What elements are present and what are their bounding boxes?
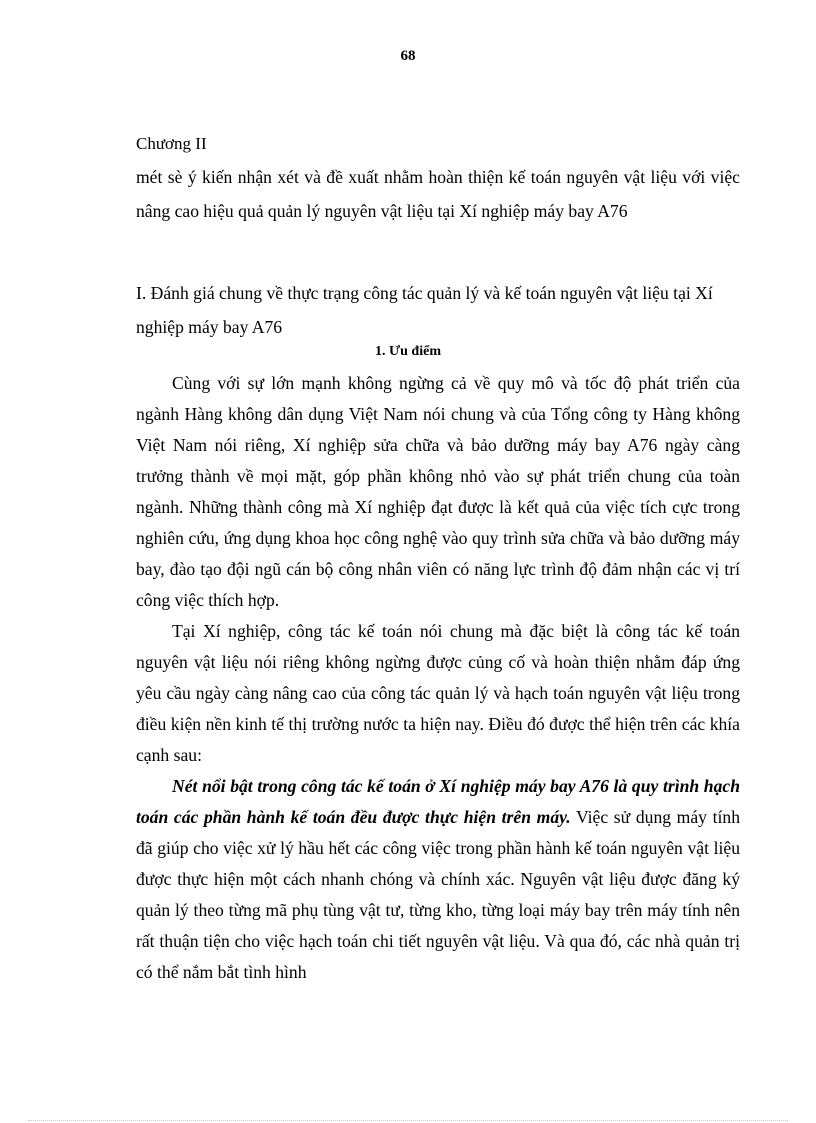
paragraph-3 <box>136 771 740 988</box>
chapter-label: Chương II <box>136 134 207 153</box>
footer-divider <box>28 1120 788 1121</box>
paragraph-1: Cùng với sự lớn mạnh không ngừng cả về quy mô và tốc độ phát triển của ngành Hàng không dân dụng Việt Nam nói chung và của Tổng công ty Hàng không Việt Nam nói riêng, Xí nghiệp sửa chữa và bảo dưỡng máy bay A76 ngày càng trưởng thành về mọi mặt, góp phần không nhỏ vào sự phát triển chung của toàn ngành. Những thành công mà Xí nghiệp đạt được là kết quả của việc tích cực trong nghiên cứu, ứng dụng khoa học công nghệ vào quy trình sửa chữa và bảo dưỡng máy bay, đào tạo đội ngũ cán bộ công nhân viên có năng lực trình độ đảm nhận các vị trí công việc thích hợp. <box>136 373 740 610</box>
subsection-heading: 1. Ưu điểm <box>375 344 441 359</box>
paragraph-2: Tại Xí nghiệp, công tác kế toán nói chung mà đặc biệt là công tác kế toán nguyên vật liệu nói riêng không ngừng được củng cố và hoàn thiện nhằm đáp ứng yêu cầu ngày càng nâng cao của công tác quản lý và hạch toán nguyên vật liệu trong điều kiện nền kinh tế thị trường nước ta hiện nay. Điều đó được thể hiện trên các khía cạnh sau: <box>136 621 740 765</box>
paragraph-3-emphasis: Nét nổi bật trong công tác kế toán ở Xí nghiệp máy bay A76 là quy trình hạch toán các phần hành kế toán đều được thực hiện trên máy. <box>136 776 740 827</box>
chapter-title: mét sè ý kiến nhận xét và đề xuất nhằm hoàn thiện kế toán nguyên vật liệu với việc nâng cao hiệu quả quản lý nguyên vật liệu tại Xí nghiệp máy bay A76 <box>136 167 740 221</box>
body-text <box>136 368 740 988</box>
paragraph-3-rest: Việc sử dụng máy tính đã giúp cho việc xử lý hầu hết các công việc trong phần hành kế toán nguyên vật liệu được thực hiện một cách nhanh chóng và chính xác. Nguyên vật liệu được đăng ký quản lý theo từng mã phụ tùng vật tư, từng kho, từng loại máy bay trên máy tính nên rất thuận tiện cho việc hạch toán chi tiết nguyên vật liệu. Và qua đó, các nhà quản trị có thể nắm bắt tình hình <box>136 807 740 982</box>
page-number: 68 <box>400 48 416 64</box>
section-heading: I. Đánh giá chung về thực trạng công tác quản lý và kế toán nguyên vật liệu tại Xí nghiệp máy bay A76 <box>136 283 713 337</box>
